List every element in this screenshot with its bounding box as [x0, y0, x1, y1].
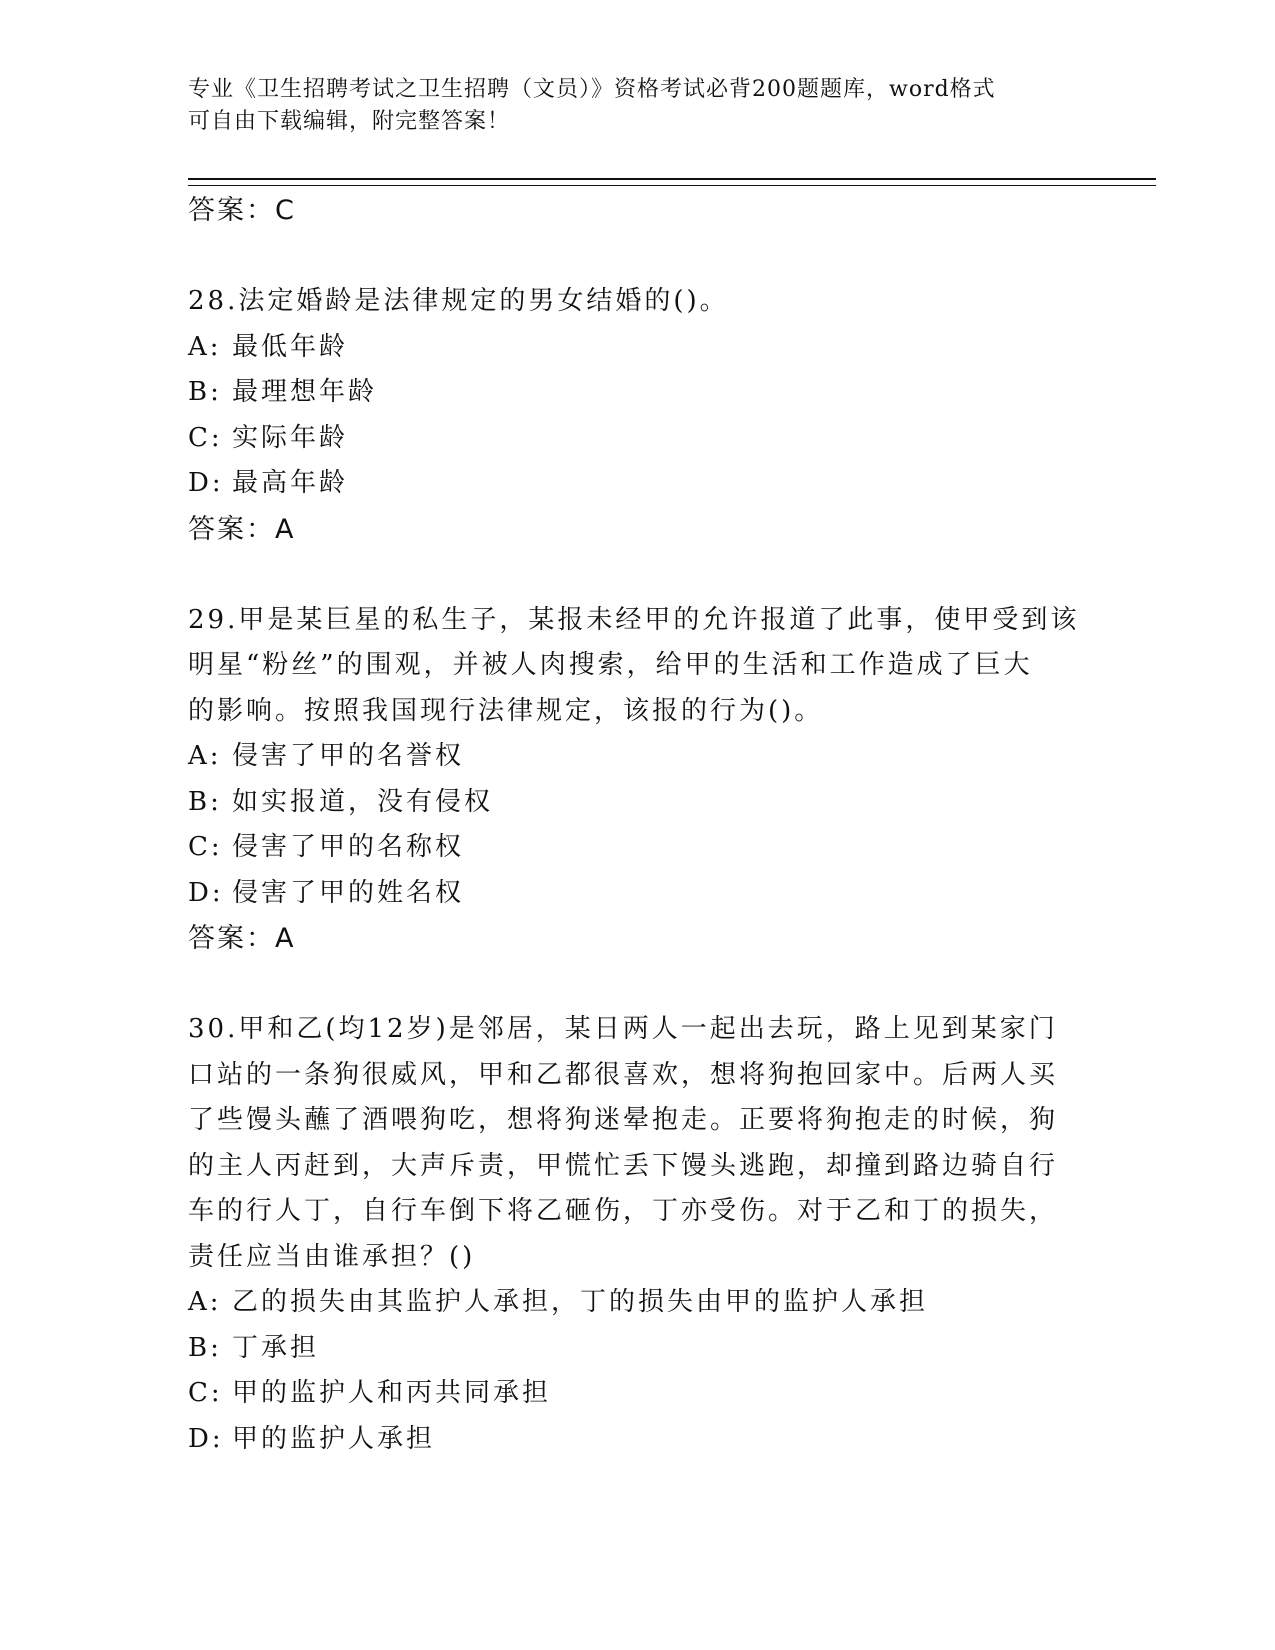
option-text: 如实报道，没有侵权 — [232, 786, 494, 817]
option-text: 最理想年龄 — [232, 377, 378, 407]
option-key: A: — [188, 331, 222, 362]
spacer — [188, 552, 1088, 598]
option-key: A: — [188, 741, 222, 771]
question-stem-line: 口站的一条狗很威风，甲和乙都很喜欢，想将狗抱回家中。后两人买 — [188, 1059, 1059, 1090]
question-28 — [188, 279, 1088, 552]
option-a — [188, 1280, 1088, 1326]
option-key: A: — [188, 1287, 222, 1317]
question-29 — [188, 598, 1088, 962]
document-body — [188, 188, 1088, 1462]
option-key: B: — [188, 377, 222, 407]
header-divider — [188, 178, 1156, 186]
spacer — [188, 962, 1088, 1008]
option-key: B: — [188, 786, 222, 817]
option-b — [188, 370, 1088, 416]
option-text: 实际年龄 — [232, 422, 349, 453]
question-stem-line: 28.法定婚龄是法律规定的男女结婚的()。 — [188, 286, 729, 316]
question-stem-line: 责任应当由谁承担？() — [188, 1241, 476, 1272]
answer: 答案：A — [188, 923, 296, 954]
question-stem-line: 30.甲和乙(均12岁)是邻居，某日两人一起出去玩，路上见到某家门 — [188, 1014, 1058, 1044]
option-d — [188, 461, 1088, 507]
question-stem-line: 明星“粉丝”的围观，并被人肉搜索，给甲的生活和工作造成了巨大 — [188, 650, 1033, 680]
page-header — [188, 74, 1068, 138]
option-a — [188, 325, 1088, 371]
option-key: C: — [188, 422, 223, 453]
spacer — [188, 234, 1088, 280]
option-text: 乙的损失由其监护人承担，丁的损失由甲的监护人承担 — [232, 1287, 929, 1317]
option-text: 丁承担 — [232, 1332, 320, 1363]
option-key: D: — [188, 1423, 224, 1454]
option-d — [188, 1417, 1088, 1463]
option-text: 侵害了甲的姓名权 — [232, 877, 465, 908]
answer: 答案：A — [188, 513, 296, 545]
option-a — [188, 734, 1088, 780]
question-stem-line: 的主人丙赶到，大声斥责，甲慌忙丢下馒头逃跑，却撞到路边骑自行 — [188, 1150, 1059, 1181]
option-text: 最高年龄 — [232, 468, 349, 498]
option-text: 最低年龄 — [232, 331, 349, 362]
option-text: 侵害了甲的名称权 — [232, 832, 465, 862]
option-key: C: — [188, 832, 223, 862]
option-d — [188, 871, 1088, 917]
option-c — [188, 416, 1088, 462]
question-30 — [188, 1007, 1088, 1462]
previous-answer: 答案：C — [188, 195, 296, 226]
option-key: D: — [188, 877, 224, 908]
option-b — [188, 780, 1088, 826]
header-line-1: 专业《卫生招聘考试之卫生招聘（文员）》资格考试必背200题题库，word格式 — [188, 77, 996, 102]
option-text: 甲的监护人承担 — [232, 1423, 436, 1454]
option-key: D: — [188, 468, 224, 498]
option-key: C: — [188, 1378, 223, 1408]
header-line-2: 可自由下载编辑，附完整答案！ — [188, 109, 511, 134]
option-text: 甲的监护人和丙共同承担 — [232, 1378, 552, 1408]
option-b — [188, 1326, 1088, 1372]
option-key: B: — [188, 1332, 222, 1363]
question-stem-line: 车的行人丁，自行车倒下将乙砸伤，丁亦受伤。对于乙和丁的损失， — [188, 1196, 1059, 1226]
question-stem-line: 了些馒头蘸了酒喂狗吃，想将狗迷晕抱走。正要将狗抱走的时候，狗 — [188, 1105, 1059, 1135]
option-c — [188, 1371, 1088, 1417]
question-stem-line: 的影响。按照我国现行法律规定，该报的行为()。 — [188, 695, 824, 726]
question-stem-line: 29.甲是某巨星的私生子，某报未经甲的允许报道了此事，使甲受到该 — [188, 604, 1080, 635]
option-text: 侵害了甲的名誉权 — [232, 741, 465, 771]
option-c — [188, 825, 1088, 871]
